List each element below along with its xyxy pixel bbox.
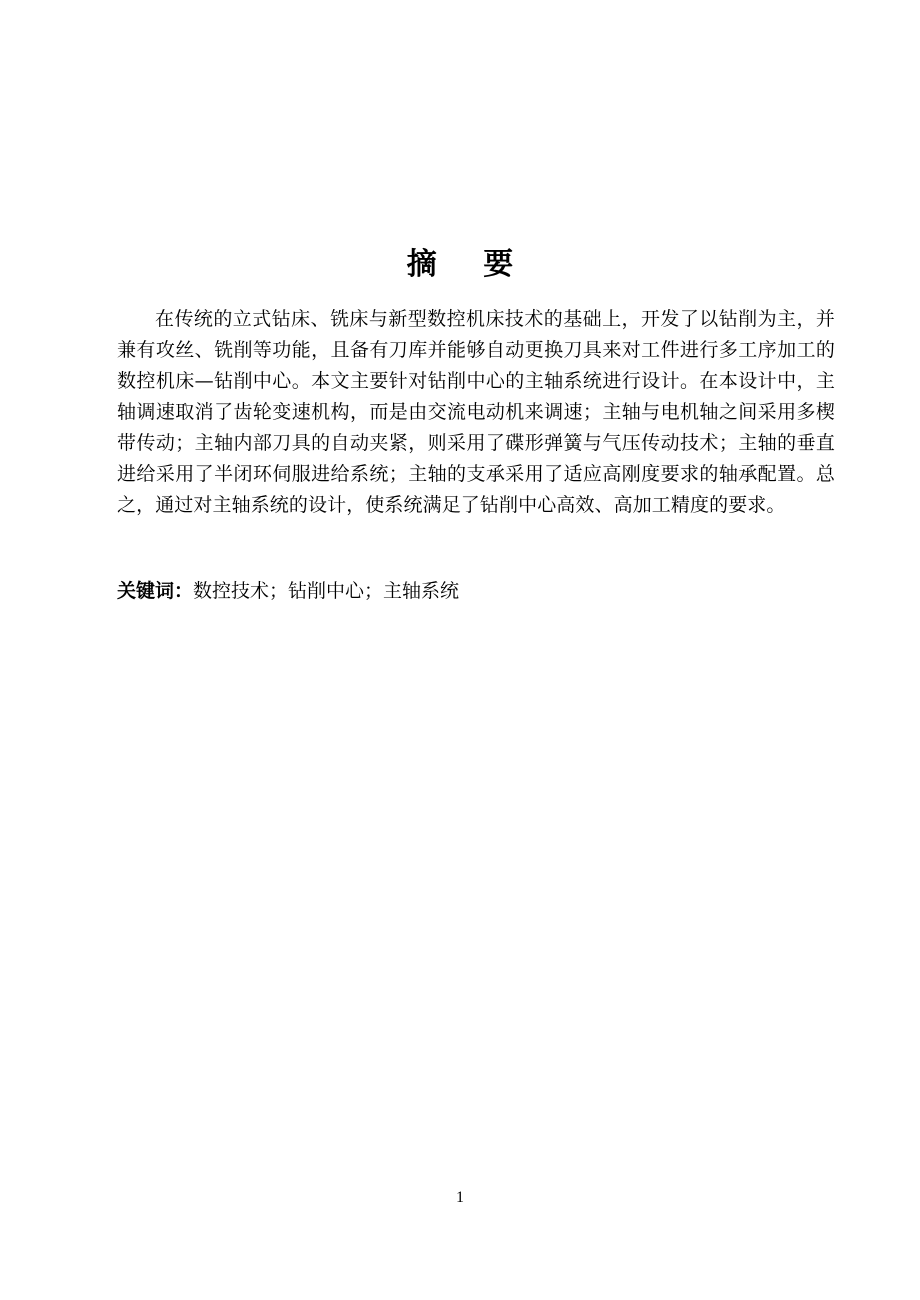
keywords-text: 数控技术；钻削中心；主轴系统 xyxy=(193,580,460,602)
abstract-paragraph: 在传统的立式钻床、铣床与新型数控机床技术的基础上，开发了以钻削为主，并兼有攻丝、铣削等功能，且备有刀库并能够自动更换刀具来对工件进行多工序加工的数控机床—钻削中心。本文主要针对钻削中心的主轴系统进行设计。在本设计中，主轴调速取消了齿轮变速机构，而是由交流电动机来调速；主轴与电机轴之间采用多楔带传动；主轴内部刀具的自动夹紧，则采用了碟形弹簧与气压传动技术；主轴的垂直进给采用了半闭环伺服进给系统；主轴的支承采用了适应高刚度要求的轴承配置。总之，通过对主轴系统的设计，使系统满足了钻削中心高效、高加工精度的要求。 xyxy=(117,308,835,516)
page-title: 摘 要 xyxy=(406,247,532,282)
keywords-label: 关键词： xyxy=(117,580,194,602)
keywords-line xyxy=(117,576,835,607)
page-number: 1 xyxy=(456,1189,464,1206)
